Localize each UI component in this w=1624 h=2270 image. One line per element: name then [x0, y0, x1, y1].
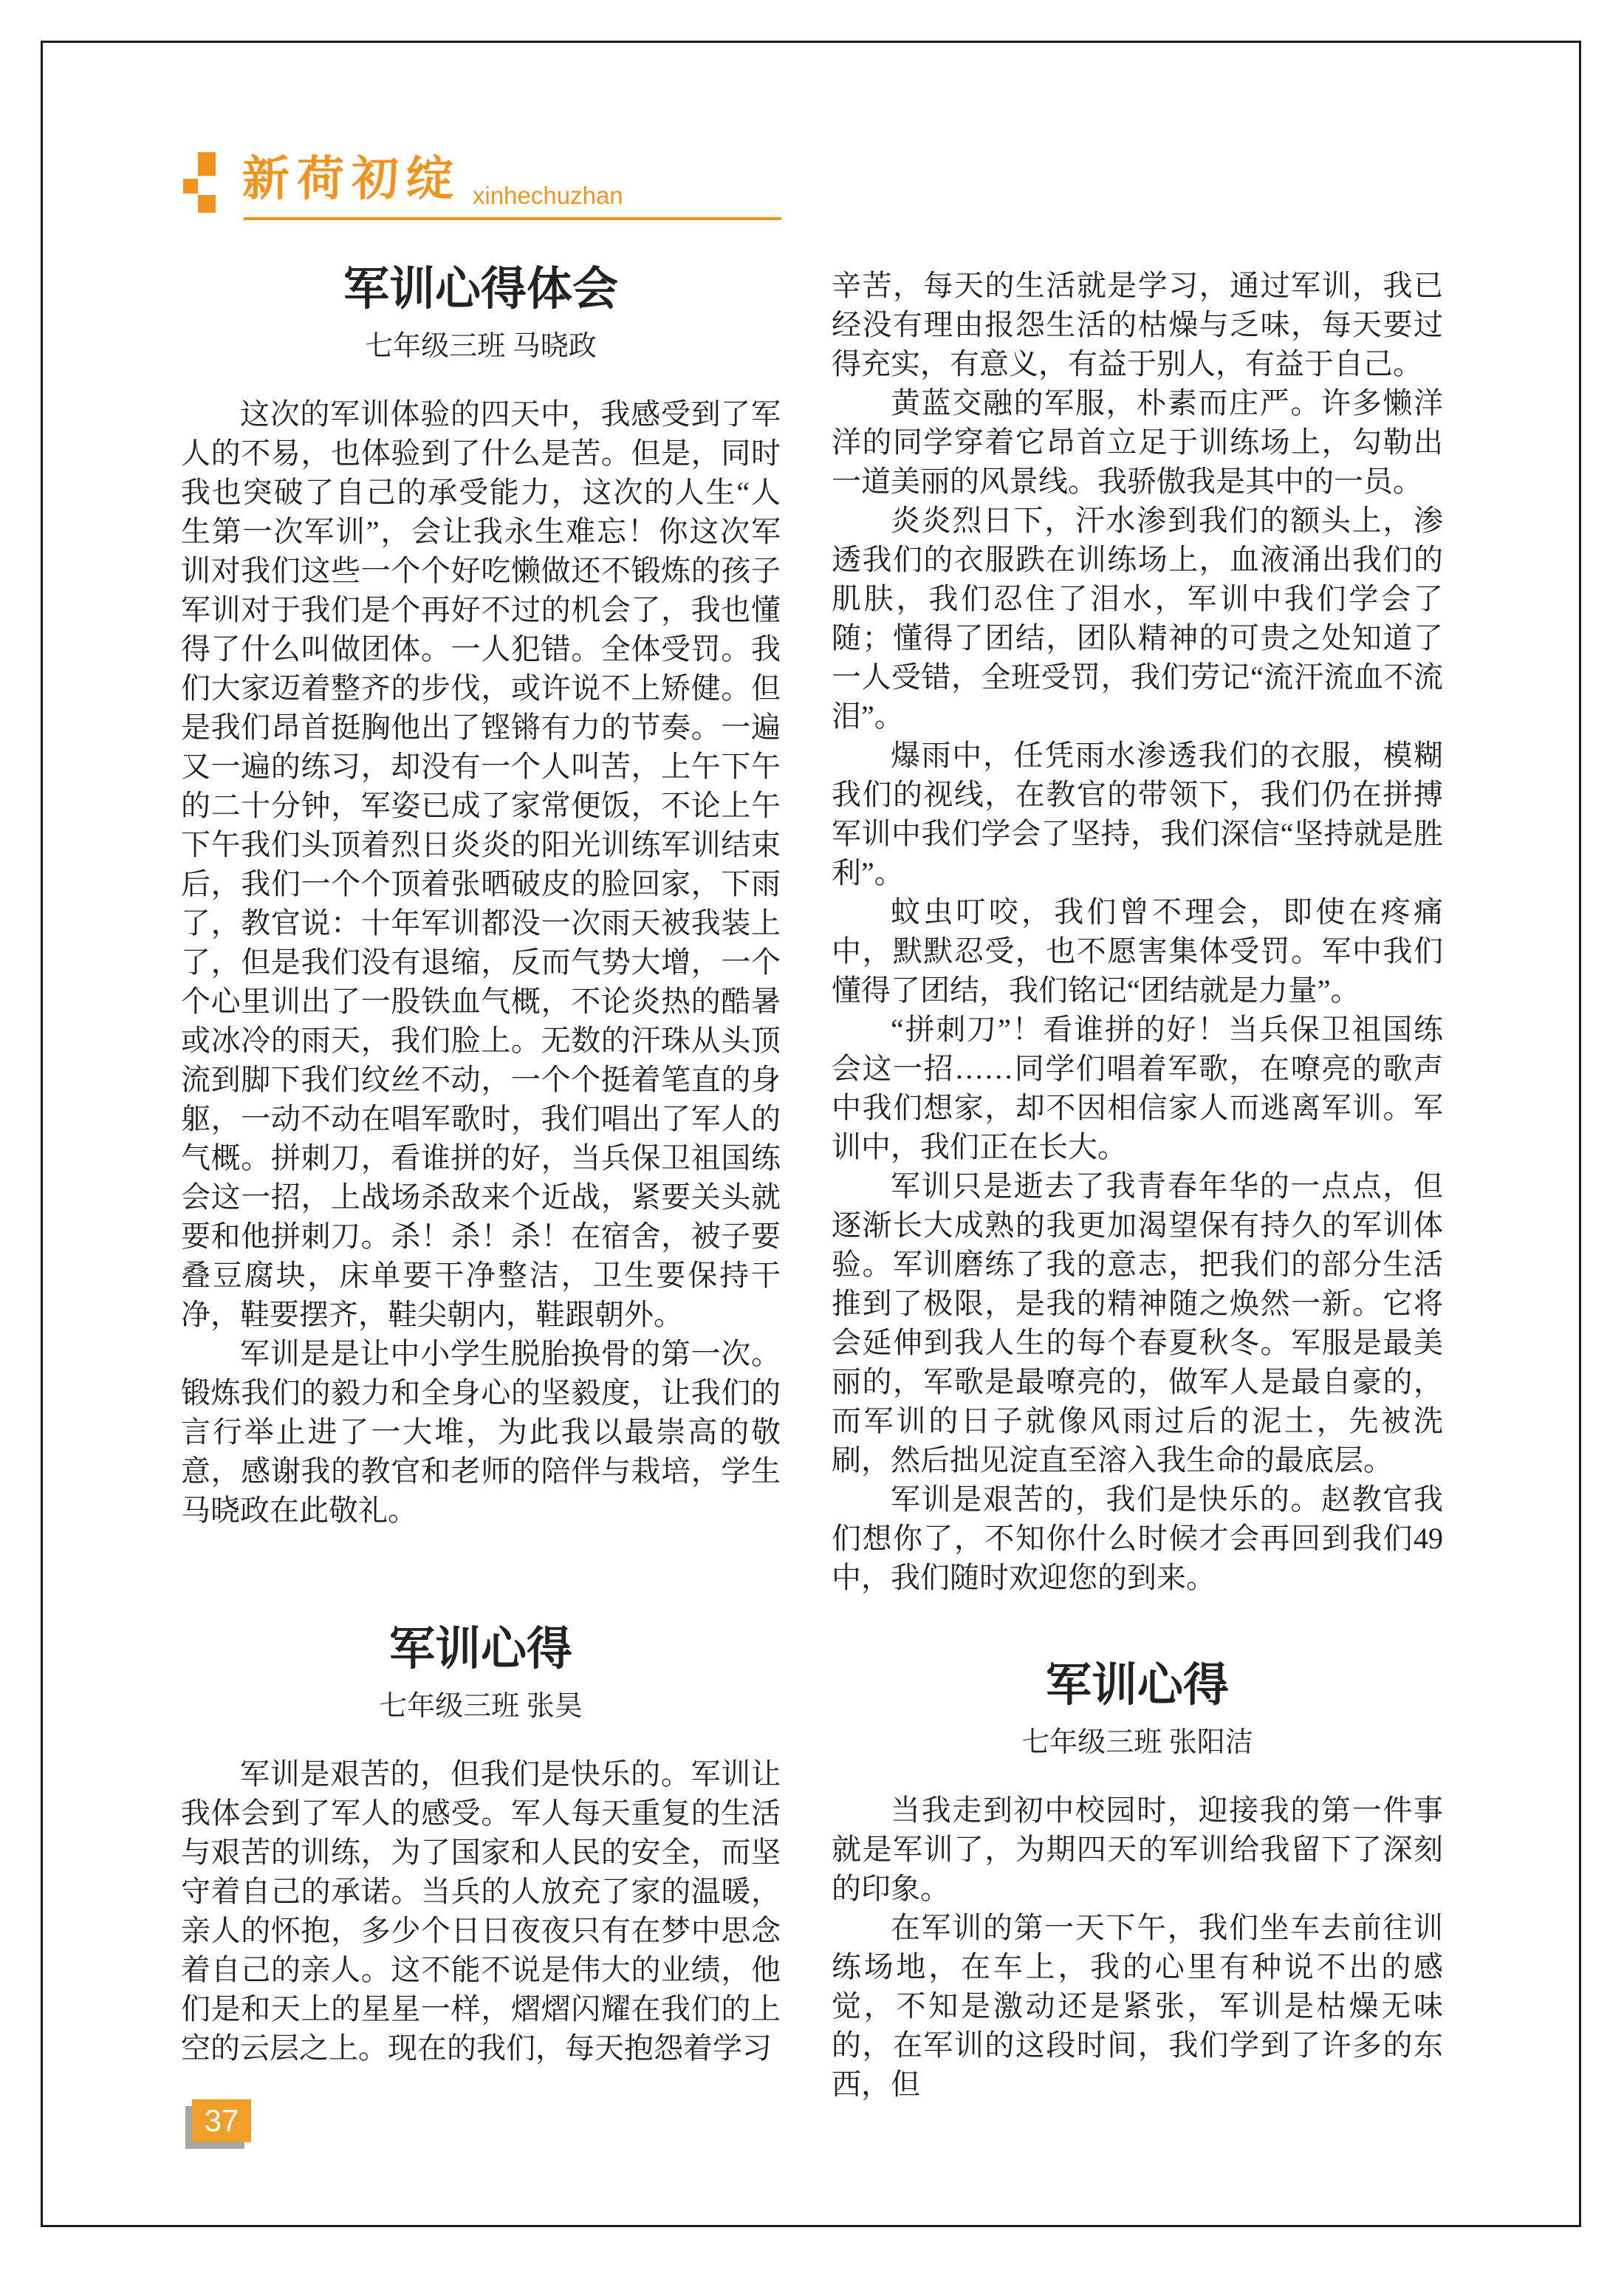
article2-paragraph: “拼刺刀”！看谁拼的好！当兵保卫祖国练会这一招……同学们唱着军歌，在嘹亮的歌声中我们想家，却不因相信家人而逃离军训。军训中，我们正在长大。	[832, 1013, 1443, 1163]
article2-byline: 七年级三班 张昊	[379, 1691, 583, 1722]
article2-paragraph: 军训是艰苦的，我们是快乐的。赵教官我们想你了，不知你什么时候才会再回到我们49中，我们随时欢迎您的到来。	[832, 1483, 1443, 1594]
article2-paragraph: 蚊虫叮咬，我们曾不理会，即使在疼痛中，默默忍受，也不愿害集体受罚。军中我们懂得了团结，我们铭记“团结就是力量”。	[832, 895, 1443, 1007]
article2-paragraph-continued: 辛苦，每天的生活就是学习，通过军训，我已经没有理由报怨生活的枯燥与乏味，每天要过得充实，有意义，有益于别人，有益于自己。	[832, 269, 1443, 380]
article2-paragraph: 军训只是逝去了我青春年华的一点点，但逐渐长大成熟的我更加渴望保有持久的军训体验。军训磨练了我的意志，把我们的部分生活推到了极限，是我的精神随之焕然一新。它将会延伸到我人生的每个春夏秋冬。军服是最美丽的，军歌是最嘹亮的，做军人是最自豪的，而军训的日子就像风雨过后的泥土，先被洗刷，然后拙见淀直至溶入我生命的最底层。	[832, 1169, 1443, 1477]
article1-byline: 七年级三班 马晓政	[365, 331, 597, 362]
article1-paragraph: 军训是是让中小学生脱胎换骨的第一次。锻炼我们的毅力和全身心的坚毅度，让我们的言行举止进了一大堆，为此我以最崇高的敬意，感谢我的教官和老师的陪伴与栽培，学生马晓政在此敬礼。	[181, 1337, 781, 1527]
magazine-logo-pinyin: xinhechuzhan	[473, 182, 623, 209]
page-header	[183, 152, 783, 223]
article3-paragraph: 在军训的第一天下午，我们坐车去前往训练场地，在车上，我的心里有种说不出的感觉，不知是激动还是紧张，军训是枯燥无味的，在军训的这段时间，我们学到了许多的东西，但	[832, 1911, 1443, 2101]
logo-square-icon	[183, 179, 198, 194]
article3-title: 军训心得	[1045, 1661, 1229, 1711]
page-number-badge	[192, 2099, 251, 2142]
header-rule	[244, 217, 781, 220]
article2-paragraph: 军训是艰苦的，但我们是快乐的。军训让我体会到了军人的感受。军人每天重复的生活与艰苦的训练，为了国家和人民的安全，而坚守着自己的承诺。当兵的人放充了家的温暖，亲人的怀抱，多少个日日夜夜只有在梦中思念着自己的亲人。这不能不说是伟大的业绩，他们是和天上的星星一样，熠熠闪耀在我们的上空的云层之上。现在的我们，每天抱怨着学习	[181, 1757, 781, 2065]
article3-byline: 七年级三班 张阳洁	[1021, 1727, 1253, 1758]
page-number: 37	[204, 2103, 239, 2138]
article2-paragraph: 炎炎烈日下，汗水渗到我们的额头上，渗透我们的衣服跌在训练场上，血液涌出我们的肌肤，我们忍住了泪水，军训中我们学会了随；懂得了团结，团队精神的可贵之处知道了一人受错，全班受罚，我们劳记“流汗流血不流泪”。	[832, 504, 1443, 733]
left-column	[181, 257, 781, 2068]
article3-paragraph: 当我走到初中校园时，迎接我的第一件事就是军训了，为期四天的军训给我留下了深刻的印象。	[832, 1794, 1443, 1905]
article2-paragraph: 黄蓝交融的军服，朴素而庄严。许多懒洋洋的同学穿着它昂首立足于训练场上，勾勒出一道美丽的风景线。我骄傲我是其中的一员。	[832, 386, 1443, 498]
article1-title: 军训心得体会	[343, 264, 618, 315]
magazine-logo: 新荷初绽	[242, 152, 461, 205]
right-column	[832, 257, 1443, 2104]
article2-paragraph: 爆雨中，任凭雨水渗透我们的衣服，模糊我们的视线，在教官的带领下，我们仍在拼搏军训中我们学会了坚持，我们深信“坚持就是胜利”。	[832, 739, 1443, 889]
article1-paragraph: 这次的军训体验的四天中，我感受到了军人的不易，也体验到了什么是苦。但是，同时我也突破了自己的承受能力，这次的人生“人生第一次军训”，会让我永生难忘！你这次军训对我们这些一个个好吃懒做还不锻炼的孩子军训对于我们是个再好不过的机会了，我也懂得了什么叫做团体。一人犯错。全体受罚。我们大家迈着整齐的步伐，或许说不上矫健。但是我们昂首挺胸他出了铿锵有力的节奏。一遍又一遍的练习，却没有一个人叫苦，上午下午的二十分钟，军姿已成了家常便饭，不论上午下午我们头顶着烈日炎炎的阳光训练军训结束后，我们一个个顶着张晒破皮的脸回家，下雨了，教官说：十年军训都没一次雨天被我装上了，但是我们没有退缩，反而气势大增，一个个心里训出了一股铁血气概，不论炎热的酷暑或冰冷的雨天，我们脸上。无数的汗珠从头顶流到脚下我们纹丝不动，一个个挺着笔直的身躯，一动不动在唱军歌时，我们唱出了军人的气概。拼刺刀，看谁拼的好，当兵保卫祖国练会这一招，上战场杀敌来个近战，紧要关头就要和他拼刺刀。杀！杀！杀！在宿舍，被子要叠豆腐块，床单要干净整洁，卫生要保持干净，鞋要摆齐，鞋尖朝内，鞋跟朝外。	[181, 397, 781, 1331]
article2-title: 军训心得	[388, 1624, 572, 1675]
logo-square-icon	[198, 195, 216, 213]
logo-square-icon	[198, 152, 216, 176]
